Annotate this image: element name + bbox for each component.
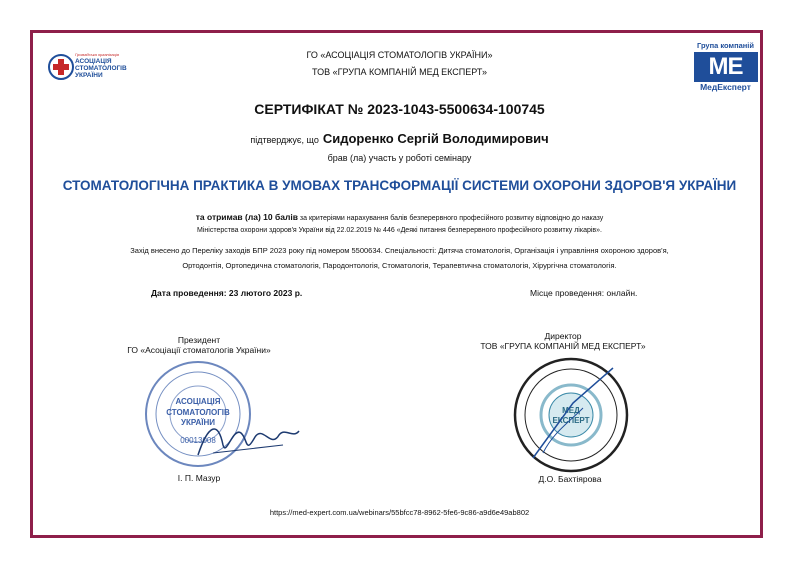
president-name: І. П. Мазур <box>177 473 221 483</box>
stamp-left-text-2: СТОМАТОЛОГІВ <box>166 408 230 417</box>
specialties-line-2: Ортодонтія, Ортопедична стоматологія, Пародонтологія, Стоматологія, Терапевтична стоматологія, Хірургічна стоматологія. <box>182 261 617 270</box>
order-line: Міністерства охорони здоров'я України від 22.02.2019 № 446 «Деякі питання безперервного професійного розвитку лікарів». <box>197 227 602 234</box>
stamp-right-text-2: ЕКСПЕРТ <box>552 416 590 425</box>
confirms-line <box>33 131 766 146</box>
director-signature-icon <box>513 363 623 463</box>
medexpert-mark: МЕ <box>694 52 758 82</box>
specialties-line-1: Захід внесено до Переліку заходів БПР 2023 року під номером 5500634. Спеціальності: Дитяча стоматологія, Організація і управління охороною здоров'я, <box>130 246 669 255</box>
director-name: Д.О. Бахтіярова <box>538 474 602 484</box>
points-criteria: за критеріями нарахування балів безперервного професійного розвитку відповідно до наказу <box>299 215 604 222</box>
stamp-left-text-1: АСОЦІАЦІЯ <box>175 397 221 406</box>
logo-tagline: Громадська організація <box>75 52 119 57</box>
president-org: ГО «Асоціації стоматологів України» <box>127 345 271 355</box>
stamp-left-code: 00013008 <box>180 436 216 445</box>
president-block <box>99 335 299 355</box>
points-bold: та отримав (ла) 10 балів <box>195 212 298 222</box>
organiser-line-1: ГО «АСОЦІАЦІЯ СТОМАТОЛОГІВ УКРАЇНИ» <box>306 50 493 60</box>
event-date: Дата проведення: 23 лютого 2023 р. <box>151 288 303 298</box>
certificate-frame <box>30 30 763 538</box>
president-signature-icon <box>193 415 303 465</box>
seminar-title: СТОМАТОЛОГІЧНА ПРАКТИКА В УМОВАХ ТРАНСФОРМАЦІЇ СИСТЕМИ ОХОРОНИ ЗДОРОВ'Я УКРАЇНИ <box>62 178 737 193</box>
logo-line-3: УКРАЇНИ <box>75 72 103 79</box>
stamp-left-text-3: УКРАЇНИ <box>180 418 216 427</box>
confirms-prefix: підтверджує, що <box>250 135 319 145</box>
event-place: Місце проведення: онлайн. <box>530 288 638 298</box>
specialties-statement <box>53 243 746 273</box>
director-title: Директор <box>544 331 582 341</box>
person-name: Сидоренко Сергій Володимирович <box>322 131 549 146</box>
verification-url[interactable]: https://med-expert.com.ua/webinars/55bfcc78-8962-5fe6-9c86-a9d6e49ab802 <box>269 508 530 517</box>
logo-line-2: СТОМАТОЛОГІВ <box>75 65 127 72</box>
president-title: Президент <box>177 335 221 345</box>
points-statement <box>33 211 766 237</box>
director-block <box>463 331 663 351</box>
stamp-right-text-1: МЕД <box>562 406 580 415</box>
director-org: ТОВ «ГРУПА КОМПАНІЙ МЕД ЕКСПЕРТ» <box>480 341 646 351</box>
participated-line: брав (ла) участь у роботі семінару <box>327 153 472 163</box>
organisers-header <box>33 47 766 81</box>
certificate-number: СЕРТИФІКАТ № 2023-1043-5500634-100745 <box>254 101 545 117</box>
medexpert-name: МедЕксперт <box>700 82 751 92</box>
organiser-line-2: ТОВ «ГРУПА КОМПАНІЙ МЕД ЕКСПЕРТ» <box>312 67 487 77</box>
medexpert-caption: Група компаній <box>696 41 754 50</box>
logo-line-1: АСОЦІАЦІЯ <box>75 58 112 65</box>
